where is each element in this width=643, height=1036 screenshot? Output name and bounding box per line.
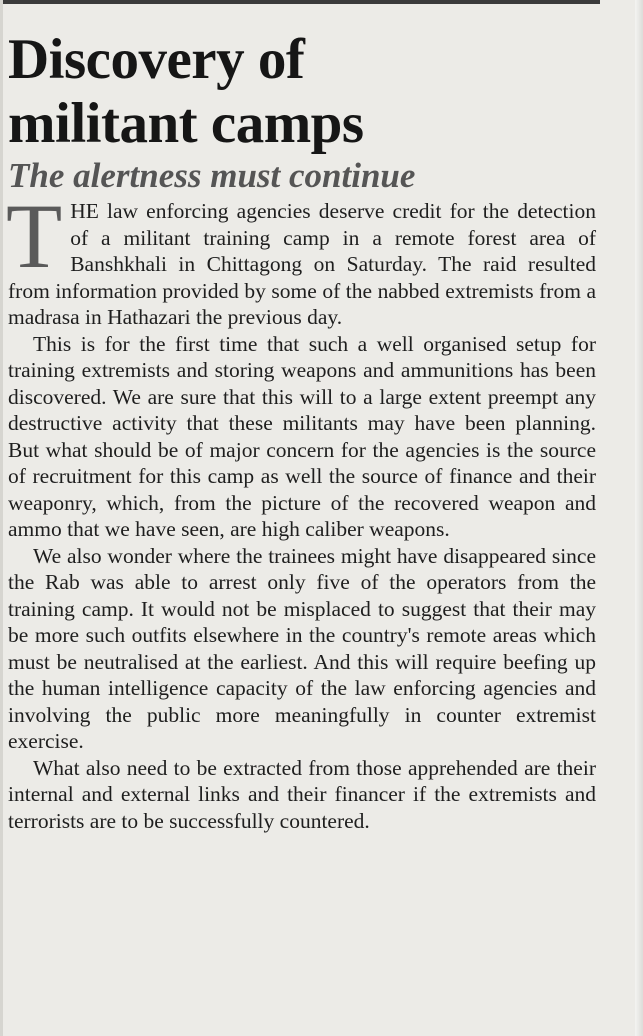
editorial-article	[8, 28, 596, 834]
headline-line-1: Discovery of	[8, 28, 305, 91]
paragraph-1-text: HE law enforcing agencies deserve credit for the detection of a militant training camp in a remote forest area of Banshkhali in Chittagong on Saturday. The raid resulted from information provided by some of the nabbed extremists from a madrasa in Hathazari the previous day.	[8, 199, 596, 329]
paragraph-2: This is for the first time that such a well organised setup for training extremists and storing weapons and ammunitions has been discovered. We are sure that this will to a large extent preempt any destructive activity that these militants may have been planning. But what should be of major concern for the agencies is the source of recruitment for this camp as well the source of finance and their weaponry, which, from the picture of the recovered weapon and ammo that we have seen, are high caliber weapons.	[8, 331, 596, 541]
paragraph-4: What also need to be extracted from those apprehended are their internal and external links and their financer if the extremists and terrorists are to be successfully countered.	[8, 755, 596, 833]
subheadline: The alertness must continue	[8, 156, 416, 195]
page-left-edge	[0, 0, 3, 1036]
headline-line-2: militant camps	[8, 92, 364, 155]
top-rule	[0, 0, 600, 4]
article-body	[6, 185, 596, 834]
page-right-edge	[635, 0, 643, 1036]
paragraph-3: We also wonder where the trainees might have disappeared since the Rab was able to arrest only five of the operators from the training camp. It would not be misplaced to suggest that their may be more such outfits elsewhere in the country's remote areas which must be neutralised at the earliest. And this will require beefing up the human intelligence capacity of the law enforcing agencies and involving the public more meaningfully in counter extremist exercise.	[8, 543, 596, 753]
paragraph-1	[6, 185, 596, 331]
drop-cap: T	[6, 185, 63, 287]
headline	[8, 28, 596, 156]
